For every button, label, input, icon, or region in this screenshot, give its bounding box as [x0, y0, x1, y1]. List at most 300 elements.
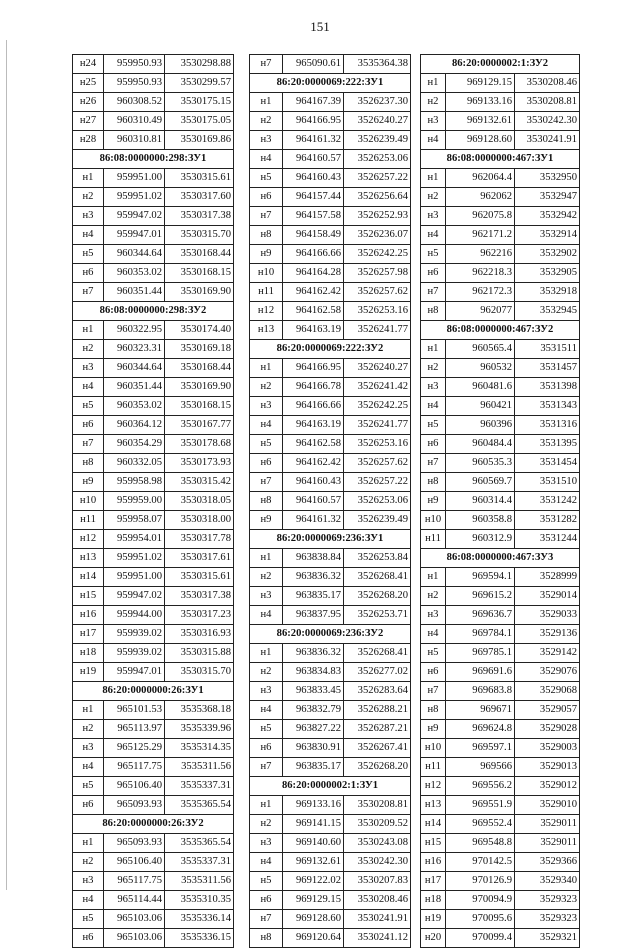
table-row	[250, 283, 411, 302]
coord-x: 960344.64	[104, 359, 165, 378]
point-id: н6	[250, 739, 283, 758]
coord-y: 3526256.64	[344, 188, 411, 207]
table-row	[73, 169, 234, 188]
point-id: н1	[73, 701, 104, 720]
coord-x: 964160.43	[283, 169, 344, 188]
table-row	[73, 853, 234, 872]
table-row	[421, 530, 580, 549]
coord-y: 3530317.78	[165, 530, 234, 549]
point-id: н9	[421, 492, 446, 511]
coord-y: 3526236.07	[344, 226, 411, 245]
table-row	[421, 302, 580, 321]
coord-x: 960532	[446, 359, 515, 378]
coord-y: 3530178.68	[165, 435, 234, 454]
coord-y: 3526268.41	[344, 568, 411, 587]
coord-x: 960421	[446, 397, 515, 416]
coord-x: 959951.02	[104, 549, 165, 568]
table-row	[73, 283, 234, 302]
table-row	[73, 321, 234, 340]
point-id: н13	[421, 796, 446, 815]
coord-x: 969785.1	[446, 644, 515, 663]
point-id: н1	[421, 169, 446, 188]
table-row	[421, 701, 580, 720]
table-row	[421, 606, 580, 625]
table-row	[421, 264, 580, 283]
point-id: н15	[421, 834, 446, 853]
point-id: н3	[421, 378, 446, 397]
point-id: н10	[421, 739, 446, 758]
coord-y: 3531511	[515, 340, 580, 359]
table-row	[421, 891, 580, 910]
table-row	[250, 207, 411, 226]
coord-x: 964166.78	[283, 378, 344, 397]
point-id: н24	[73, 55, 104, 74]
coord-x: 960314.4	[446, 492, 515, 511]
coord-y: 3530169.86	[165, 131, 234, 150]
coord-y: 3535337.31	[165, 853, 234, 872]
point-id: н7	[250, 910, 283, 929]
point-id: н4	[250, 701, 283, 720]
coord-y: 3529340	[515, 872, 580, 891]
point-id: н7	[73, 283, 104, 302]
table-row	[250, 834, 411, 853]
point-id: н16	[421, 853, 446, 872]
coord-x: 964158.49	[283, 226, 344, 245]
coord-y: 3530174.40	[165, 321, 234, 340]
coord-y: 3531242	[515, 492, 580, 511]
coord-x: 960569.7	[446, 473, 515, 492]
coord-y: 3526240.27	[344, 112, 411, 131]
coord-x: 969128.60	[283, 910, 344, 929]
table-row	[73, 872, 234, 891]
table-row	[73, 606, 234, 625]
coord-x: 964164.28	[283, 264, 344, 283]
coord-x: 965125.29	[104, 739, 165, 758]
coord-x: 959958.07	[104, 511, 165, 530]
coord-y: 3529068	[515, 682, 580, 701]
table-row	[250, 416, 411, 435]
table-row	[421, 112, 580, 131]
table-row	[250, 473, 411, 492]
coord-y: 3532947	[515, 188, 580, 207]
parcel-header-row	[250, 74, 411, 93]
coord-x: 963827.22	[283, 720, 344, 739]
coord-x: 960351.44	[104, 378, 165, 397]
coord-y: 3535311.56	[165, 872, 234, 891]
table-row	[421, 682, 580, 701]
coord-x: 959944.00	[104, 606, 165, 625]
coord-y: 3530243.08	[344, 834, 411, 853]
table-row	[250, 188, 411, 207]
coord-x: 962218.3	[446, 264, 515, 283]
coord-x: 969671	[446, 701, 515, 720]
table-row	[73, 625, 234, 644]
table-row	[73, 112, 234, 131]
point-id: н1	[250, 359, 283, 378]
coord-y: 3526253.06	[344, 492, 411, 511]
table-row	[421, 625, 580, 644]
coord-y: 3530315.70	[165, 663, 234, 682]
coord-x: 964166.66	[283, 245, 344, 264]
table-row	[73, 929, 234, 948]
coord-x: 960396	[446, 416, 515, 435]
parcel-header-row	[73, 150, 234, 169]
table-row	[421, 834, 580, 853]
coord-y: 3526267.41	[344, 739, 411, 758]
table-row	[421, 435, 580, 454]
coord-y: 3532950	[515, 169, 580, 188]
coord-x: 965093.93	[104, 796, 165, 815]
point-id: н2	[421, 587, 446, 606]
coord-x: 960322.95	[104, 321, 165, 340]
coord-y: 3530317.38	[165, 207, 234, 226]
point-id: н10	[421, 511, 446, 530]
coord-y: 3529011	[515, 834, 580, 853]
coord-y: 3526257.62	[344, 454, 411, 473]
coord-x: 963838.84	[283, 549, 344, 568]
coord-y: 3526239.49	[344, 511, 411, 530]
table-row	[250, 245, 411, 264]
coord-y: 3535337.31	[165, 777, 234, 796]
coord-y: 3530241.91	[515, 131, 580, 150]
coord-x: 964166.66	[283, 397, 344, 416]
coord-y: 3526268.20	[344, 587, 411, 606]
coord-y: 3532918	[515, 283, 580, 302]
point-id: н6	[250, 454, 283, 473]
coord-x: 959954.01	[104, 530, 165, 549]
point-id: н5	[250, 435, 283, 454]
point-id: н2	[250, 568, 283, 587]
point-id: н5	[73, 397, 104, 416]
table-row	[421, 283, 580, 302]
point-id: н4	[73, 891, 104, 910]
table-row	[250, 302, 411, 321]
table-row	[73, 264, 234, 283]
coord-x: 959950.93	[104, 55, 165, 74]
coord-x: 970142.5	[446, 853, 515, 872]
coord-y: 3526288.21	[344, 701, 411, 720]
coord-x: 959947.02	[104, 207, 165, 226]
point-id: н19	[421, 910, 446, 929]
coord-x: 969548.8	[446, 834, 515, 853]
table-row	[250, 112, 411, 131]
table-row	[250, 321, 411, 340]
coord-y: 3529013	[515, 758, 580, 777]
table-row	[73, 568, 234, 587]
coord-x: 962077	[446, 302, 515, 321]
table-row	[73, 530, 234, 549]
coord-x: 959958.98	[104, 473, 165, 492]
table-row	[421, 587, 580, 606]
coord-x: 960565.4	[446, 340, 515, 359]
table-row	[421, 226, 580, 245]
coord-x: 965117.75	[104, 758, 165, 777]
coord-y: 3532902	[515, 245, 580, 264]
coord-y: 3529321	[515, 929, 580, 948]
point-id: н14	[421, 815, 446, 834]
coord-x: 959951.02	[104, 188, 165, 207]
coord-y: 3526283.64	[344, 682, 411, 701]
table-row	[250, 929, 411, 948]
point-id: н5	[73, 910, 104, 929]
coord-x: 969129.15	[446, 74, 515, 93]
table-row	[421, 359, 580, 378]
coordinates-table-left	[72, 54, 234, 948]
parcel-number: 86:08:0000000:467:ЗУ1	[421, 150, 580, 169]
point-id: н9	[73, 473, 104, 492]
coord-y: 3530208.46	[515, 74, 580, 93]
table-row	[73, 245, 234, 264]
point-id: н2	[421, 359, 446, 378]
coord-x: 964161.32	[283, 131, 344, 150]
table-row	[250, 55, 411, 74]
coord-y: 3529012	[515, 777, 580, 796]
coord-x: 964166.95	[283, 359, 344, 378]
coord-y: 3530208.81	[515, 93, 580, 112]
coord-y: 3530317.60	[165, 188, 234, 207]
parcel-number: 86:08:0000000:467:ЗУ3	[421, 549, 580, 568]
coord-x: 969133.16	[446, 93, 515, 112]
point-id: н4	[421, 625, 446, 644]
coord-x: 960354.29	[104, 435, 165, 454]
coord-x: 962075.8	[446, 207, 515, 226]
table-row	[421, 207, 580, 226]
coord-y: 3535311.56	[165, 758, 234, 777]
coord-x: 963830.91	[283, 739, 344, 758]
point-id: н2	[73, 340, 104, 359]
point-id: н16	[73, 606, 104, 625]
table-row	[250, 758, 411, 777]
coord-x: 959939.02	[104, 625, 165, 644]
table-row	[73, 55, 234, 74]
coord-y: 3526253.06	[344, 150, 411, 169]
point-id: н4	[421, 397, 446, 416]
point-id: н5	[73, 777, 104, 796]
coord-x: 969597.1	[446, 739, 515, 758]
coord-x: 960308.52	[104, 93, 165, 112]
coord-x: 965106.40	[104, 777, 165, 796]
coord-x: 960535.3	[446, 454, 515, 473]
coord-x: 964162.42	[283, 283, 344, 302]
point-id: н19	[73, 663, 104, 682]
coord-x: 964163.19	[283, 416, 344, 435]
coord-x: 959951.00	[104, 169, 165, 188]
coord-x: 960364.12	[104, 416, 165, 435]
coord-y: 3530168.15	[165, 397, 234, 416]
coord-x: 965114.44	[104, 891, 165, 910]
coord-y: 3530317.38	[165, 587, 234, 606]
point-id: н3	[421, 112, 446, 131]
parcel-number: 86:20:0000069:236:ЗУ1	[250, 530, 411, 549]
coord-y: 3529136	[515, 625, 580, 644]
coord-x: 969133.16	[283, 796, 344, 815]
point-id: н7	[250, 758, 283, 777]
coord-y: 3526241.42	[344, 378, 411, 397]
table-row	[250, 568, 411, 587]
coord-x: 969683.8	[446, 682, 515, 701]
parcel-header-row	[250, 340, 411, 359]
coord-x: 969636.7	[446, 606, 515, 625]
point-id: н9	[250, 511, 283, 530]
parcel-number: 86:20:0000002:1:ЗУ2	[421, 55, 580, 74]
coord-x: 964162.58	[283, 435, 344, 454]
table-row	[250, 93, 411, 112]
table-row	[421, 663, 580, 682]
coord-x: 965101.53	[104, 701, 165, 720]
point-id: н13	[73, 549, 104, 568]
point-id: н18	[421, 891, 446, 910]
parcel-number: 86:20:0000000:26:ЗУ2	[73, 815, 234, 834]
coord-x: 963835.17	[283, 587, 344, 606]
point-id: н4	[250, 606, 283, 625]
coord-y: 3530167.77	[165, 416, 234, 435]
coord-x: 959947.02	[104, 587, 165, 606]
coord-x: 969132.61	[283, 853, 344, 872]
point-id: н3	[250, 682, 283, 701]
point-id: н8	[250, 492, 283, 511]
point-id: н11	[73, 511, 104, 530]
coord-x: 965090.61	[283, 55, 344, 74]
table-row	[250, 682, 411, 701]
point-id: н11	[421, 530, 446, 549]
coord-y: 3529076	[515, 663, 580, 682]
point-id: н2	[250, 663, 283, 682]
coord-y: 3530315.88	[165, 644, 234, 663]
coord-x: 960484.4	[446, 435, 515, 454]
table-row	[250, 549, 411, 568]
point-id: н3	[73, 359, 104, 378]
table-row	[421, 929, 580, 948]
table-row	[421, 492, 580, 511]
coord-y: 3530241.12	[344, 929, 411, 948]
coord-x: 960310.49	[104, 112, 165, 131]
point-id: н6	[73, 264, 104, 283]
table-row	[73, 891, 234, 910]
page-number: 151	[310, 19, 330, 34]
point-id: н1	[421, 568, 446, 587]
point-id: н4	[421, 131, 446, 150]
point-id: н8	[250, 226, 283, 245]
point-id: н1	[73, 321, 104, 340]
parcel-number: 86:20:0000002:1:ЗУ1	[250, 777, 411, 796]
parcel-header-row	[73, 815, 234, 834]
coord-x: 959947.01	[104, 226, 165, 245]
table-row	[421, 74, 580, 93]
coord-y: 3531454	[515, 454, 580, 473]
point-id: н1	[73, 169, 104, 188]
coord-y: 3531343	[515, 397, 580, 416]
point-id: н7	[250, 207, 283, 226]
table-row	[250, 644, 411, 663]
coord-x: 960323.31	[104, 340, 165, 359]
coord-x: 960310.81	[104, 131, 165, 150]
table-row	[421, 815, 580, 834]
table-row	[250, 435, 411, 454]
table-row	[421, 131, 580, 150]
coord-x: 964166.95	[283, 112, 344, 131]
point-id: н4	[250, 853, 283, 872]
point-id: н8	[421, 473, 446, 492]
table-row	[73, 454, 234, 473]
table-row	[421, 169, 580, 188]
point-id: н9	[421, 720, 446, 739]
point-id: н3	[421, 207, 446, 226]
point-id: н1	[250, 93, 283, 112]
coord-y: 3526240.27	[344, 359, 411, 378]
coord-x: 964160.43	[283, 473, 344, 492]
point-id: н7	[421, 454, 446, 473]
coord-y: 3535339.96	[165, 720, 234, 739]
coord-y: 3531316	[515, 416, 580, 435]
coord-x: 964167.39	[283, 93, 344, 112]
coord-y: 3530317.61	[165, 549, 234, 568]
point-id: н7	[250, 55, 283, 74]
point-id: н17	[421, 872, 446, 891]
coord-x: 969120.64	[283, 929, 344, 948]
coord-y: 3526257.22	[344, 169, 411, 188]
point-id: н27	[73, 112, 104, 131]
coord-x: 964162.58	[283, 302, 344, 321]
coord-x: 965103.06	[104, 929, 165, 948]
table-row	[73, 416, 234, 435]
coord-y: 3531457	[515, 359, 580, 378]
coord-x: 970126.9	[446, 872, 515, 891]
table-row	[73, 910, 234, 929]
coord-y: 3535365.54	[165, 796, 234, 815]
coord-y: 3530168.15	[165, 264, 234, 283]
table-row	[421, 511, 580, 530]
coord-y: 3532942	[515, 207, 580, 226]
table-row	[73, 834, 234, 853]
table-row	[73, 226, 234, 245]
coord-y: 3526237.30	[344, 93, 411, 112]
point-id: н7	[421, 283, 446, 302]
coord-y: 3530315.61	[165, 169, 234, 188]
point-id: н3	[73, 872, 104, 891]
table-row	[421, 416, 580, 435]
coord-x: 963832.79	[283, 701, 344, 720]
table-row	[250, 150, 411, 169]
coord-y: 3531244	[515, 530, 580, 549]
coord-x: 964160.57	[283, 150, 344, 169]
point-id: н18	[73, 644, 104, 663]
table-row	[250, 378, 411, 397]
table-row	[421, 796, 580, 815]
point-id: н5	[421, 644, 446, 663]
coord-y: 3530242.30	[344, 853, 411, 872]
point-id: н28	[73, 131, 104, 150]
coord-y: 3529323	[515, 910, 580, 929]
coord-x: 960351.44	[104, 283, 165, 302]
table-row	[421, 245, 580, 264]
coord-x: 969566	[446, 758, 515, 777]
parcel-number: 86:20:0000000:26:ЗУ1	[73, 682, 234, 701]
coord-y: 3530299.57	[165, 74, 234, 93]
coord-y: 3529010	[515, 796, 580, 815]
table-row	[73, 359, 234, 378]
coordinates-table-middle	[249, 54, 411, 948]
point-id: н4	[421, 226, 446, 245]
table-row	[250, 739, 411, 758]
coord-x: 965113.97	[104, 720, 165, 739]
point-id: н6	[421, 264, 446, 283]
point-id: н7	[421, 682, 446, 701]
coord-x: 959950.93	[104, 74, 165, 93]
table-row	[250, 587, 411, 606]
point-id: н26	[73, 93, 104, 112]
point-id: н3	[73, 207, 104, 226]
coord-x: 964160.57	[283, 492, 344, 511]
